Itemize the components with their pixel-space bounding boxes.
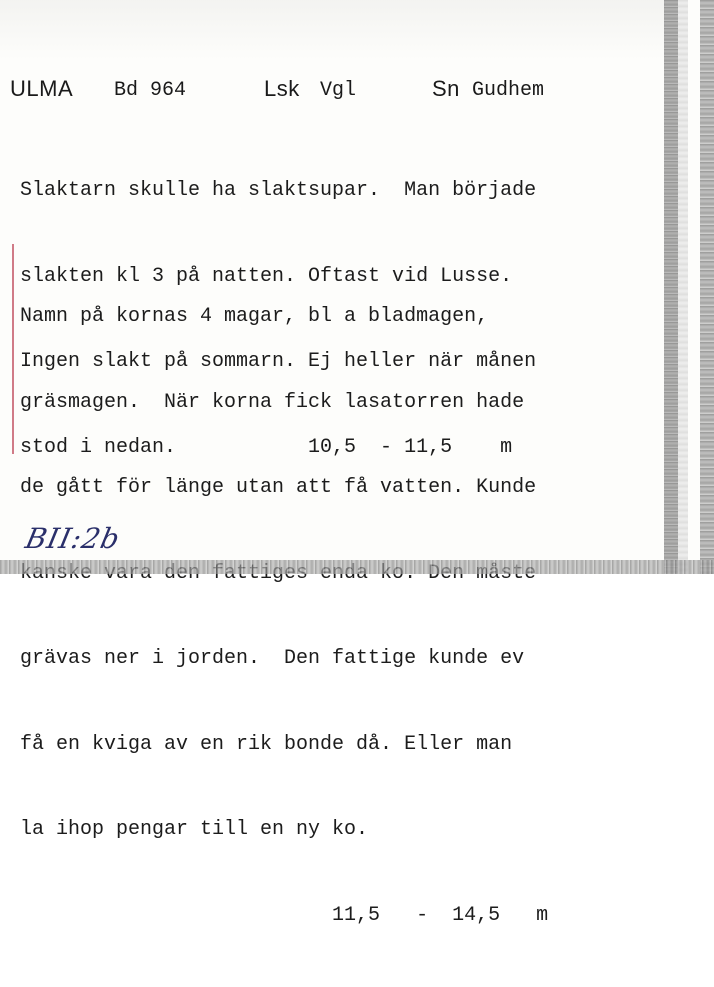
text-line: Ingen slakt på sommarn. Ej heller när månen — [20, 350, 537, 373]
card-edge-shadow — [664, 0, 678, 574]
text-line: få en kviga av en rik bonde då. Eller man — [20, 732, 513, 756]
county-name: Vgl — [320, 79, 357, 102]
paper-smudge — [0, 0, 665, 60]
paragraph-cow-stomachs — [20, 246, 548, 987]
margin-mark — [12, 244, 14, 454]
text-line: stod i nedan. 10,5 - 11,5 m — [20, 435, 513, 459]
text-line: de gått för länge utan att få vatten. Kunde — [20, 476, 537, 499]
text-line: gräsmagen. När korna fick lasatorren hade — [20, 390, 525, 414]
parish-name: Gudhem — [472, 79, 545, 102]
text-line: grävas ner i jorden. Den fattige kunde ev — [20, 647, 525, 670]
card-bottom-edge — [0, 560, 714, 574]
next-card-edge — [700, 0, 714, 574]
text-line: la ihop pengar till en ny ko. — [20, 818, 369, 841]
archive-code: ULMA — [10, 76, 74, 101]
text-line: Slaktarn skulle ha slaktsupar. Man började — [20, 179, 537, 202]
volume-number: Bd 964 — [114, 79, 187, 102]
card-header — [10, 76, 660, 106]
handwritten-signature: BII:2b — [22, 522, 124, 555]
text-line: slakten kl 3 på natten. Oftast vid Lusse. — [20, 264, 513, 288]
text-line: Namn på kornas 4 magar, bl a bladmagen, — [20, 305, 489, 328]
county-label: Lsk — [264, 76, 300, 101]
parish-label: Sn — [432, 76, 460, 101]
text-line: 11,5 - 14,5 m — [20, 903, 549, 927]
card-edge-gap — [678, 0, 688, 574]
